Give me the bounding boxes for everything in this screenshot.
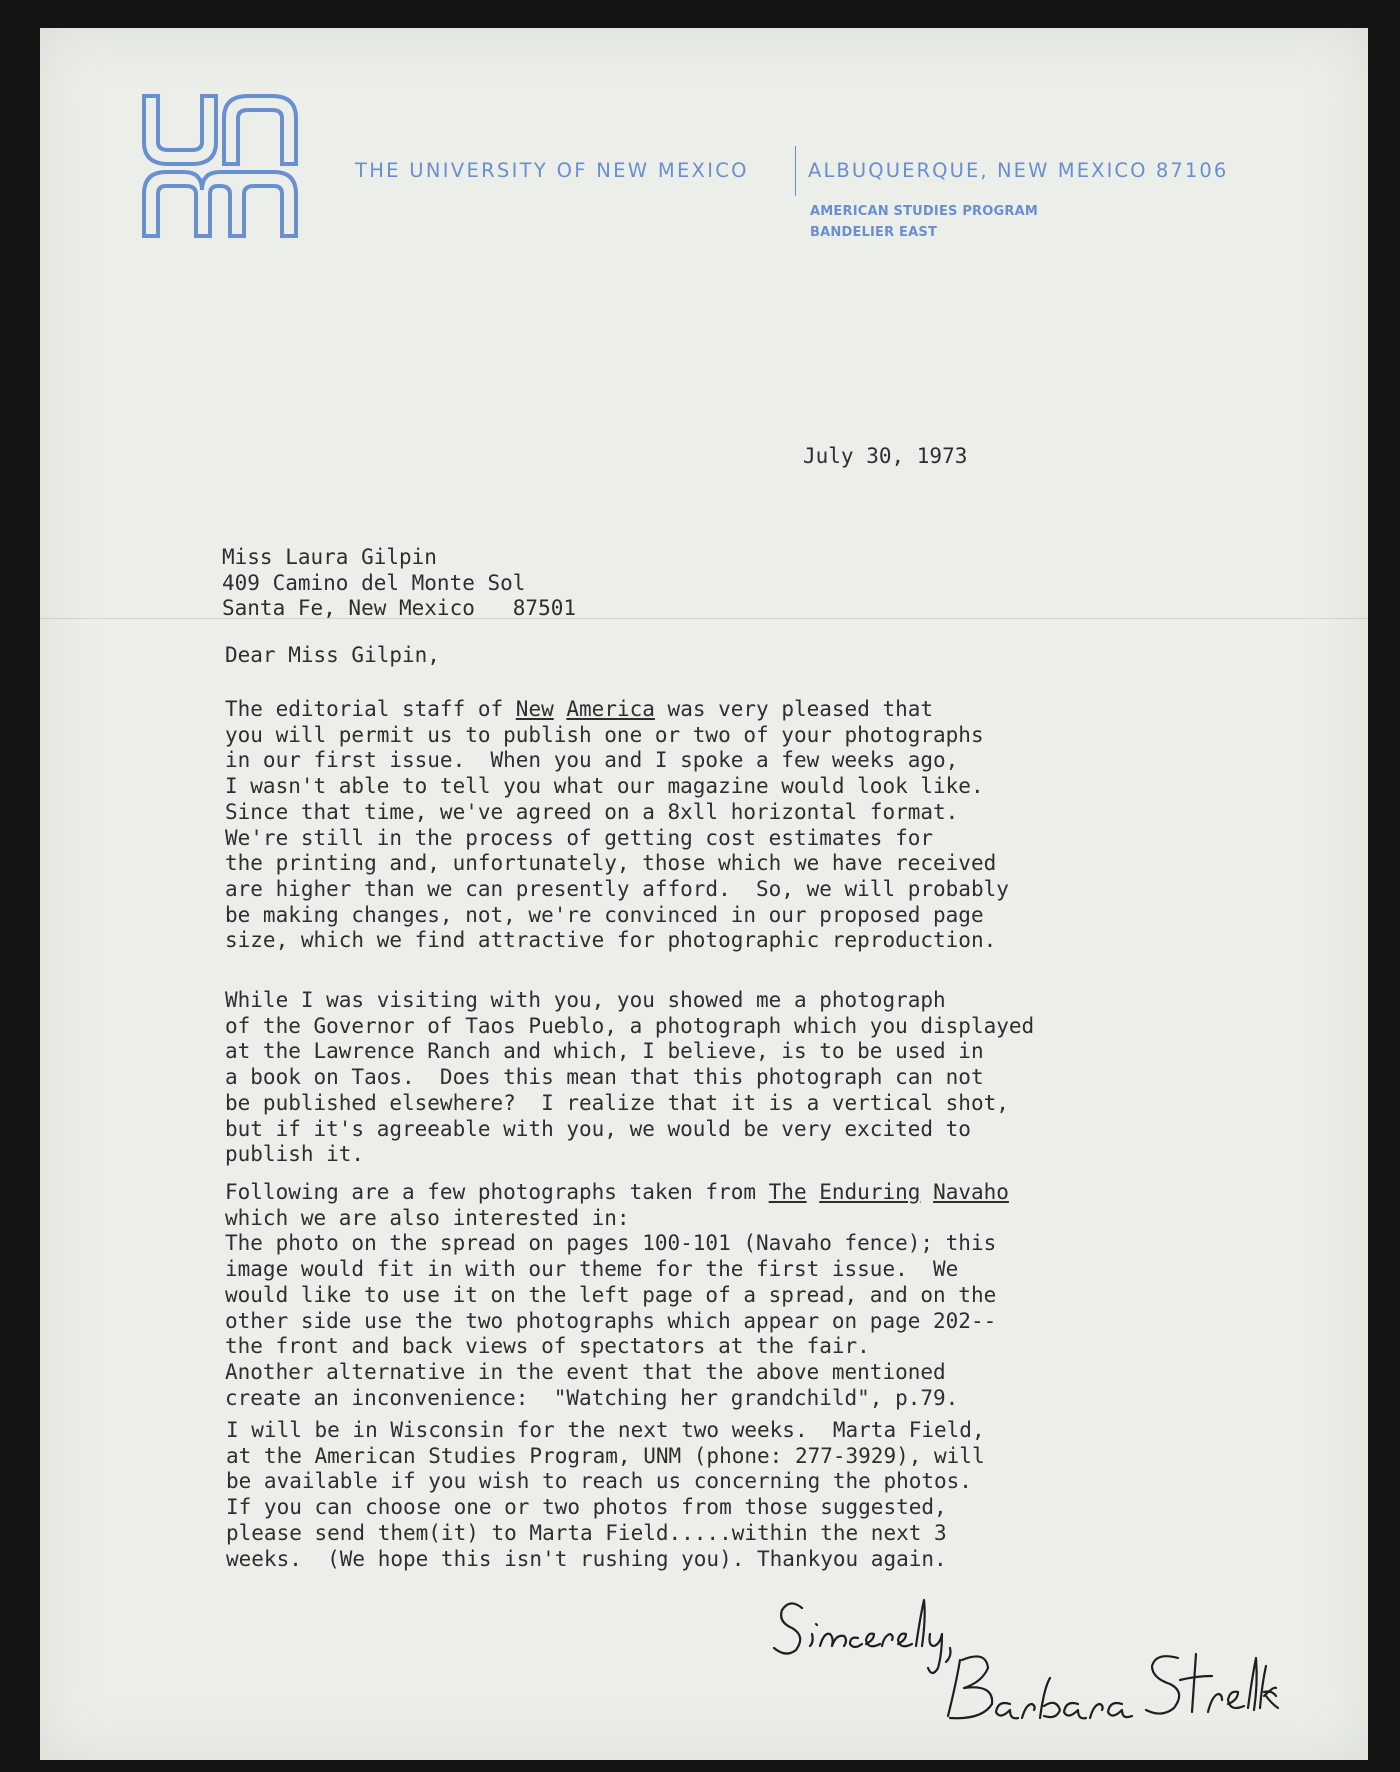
- magazine-title-word: America: [566, 697, 655, 721]
- recipient-address: [222, 545, 576, 622]
- text-run: The editorial staff of: [225, 697, 516, 721]
- unm-logo: [140, 90, 300, 240]
- paragraph-line: be published elsewhere? I realize that it is a vertical shot,: [225, 1090, 1009, 1115]
- paragraph-line: [225, 1180, 1009, 1206]
- text-run: [554, 697, 567, 721]
- paragraph-line: I wasn't able to tell you what our magazine would look like.: [225, 774, 984, 799]
- letterhead-building: BANDELIER EAST: [810, 225, 938, 240]
- paragraph-line: the front and back views of spectators at the fair.: [225, 1334, 870, 1359]
- paragraph-line: would like to use it on the left page of a spread, and on the: [225, 1282, 997, 1307]
- paragraph-line: We're still in the process of getting cost estimates for: [225, 825, 934, 850]
- paragraph-line: The photo on the spread on pages 100-101 (Navaho fence); this: [225, 1231, 997, 1256]
- paragraph-line: the printing and, unfortunately, those which we have received: [225, 851, 997, 876]
- book-title-word: The: [768, 1180, 807, 1204]
- recipient-street: 409 Camino del Monte Sol: [222, 570, 526, 595]
- paragraph-line: are higher than we can presently afford. So, we will probably: [225, 876, 1009, 901]
- paragraph-3: [225, 1180, 1009, 1411]
- magazine-title-word: New: [515, 697, 554, 721]
- text-run: [920, 1180, 933, 1204]
- handwritten-signature: [760, 1588, 1280, 1738]
- salutation: Dear Miss Gilpin,: [225, 643, 440, 667]
- letterhead-program: AMERICAN STUDIES PROGRAM: [810, 204, 1038, 219]
- paragraph-line: which we are also interested in:: [225, 1205, 630, 1230]
- paragraph-line: image would fit in with our theme for the first issue. We: [225, 1257, 959, 1282]
- book-title-word: Enduring: [819, 1180, 921, 1204]
- letterhead-city: ALBUQUERQUE, NEW MEXICO 87106: [808, 159, 1229, 182]
- paragraph-line: [225, 697, 1009, 723]
- text-run: Following are a few photographs taken from: [225, 1180, 769, 1204]
- paragraph-line: but if it's agreeable with you, we would be very excited to: [225, 1116, 971, 1141]
- paragraph-line: other side use the two photographs which appear on page 202--: [225, 1308, 997, 1333]
- paragraph-line: If you can choose one or two photos from those suggested,: [226, 1495, 947, 1520]
- paragraph-line: I will be in Wisconsin for the next two weeks. Marta Field,: [226, 1418, 985, 1442]
- paragraph-line: at the American Studies Program, UNM (phone: 277-3929), will: [226, 1443, 985, 1468]
- letterhead-separator: [795, 146, 796, 196]
- paragraph-line: Since that time, we've agreed on a 8xll horizontal format.: [225, 799, 959, 824]
- paragraph-line: in our first issue. When you and I spoke a few weeks ago,: [225, 748, 959, 773]
- paragraph-line: please send them(it) to Marta Field.....within the next 3: [226, 1520, 947, 1545]
- paragraph-4: [226, 1418, 985, 1572]
- paragraph-line: a book on Taos. Does this mean that this photograph can not: [225, 1065, 984, 1090]
- paragraph-line: create an inconvenience: "Watching her grandchild", p.79.: [225, 1385, 959, 1410]
- paragraph-line: you will permit us to publish one or two of your photographs: [225, 722, 984, 747]
- recipient-name: Miss Laura Gilpin: [222, 545, 437, 569]
- letter-sheet: [40, 28, 1368, 1760]
- text-run: [807, 1180, 820, 1204]
- paragraph-1: [225, 697, 1009, 954]
- paragraph-line: be available if you wish to reach us concerning the photos.: [226, 1469, 972, 1494]
- paragraph-2: [225, 988, 1034, 1168]
- text-run: was very pleased that: [654, 697, 934, 721]
- book-title-word: Navaho: [933, 1180, 1009, 1204]
- paragraph-line: Another alternative in the event that the above mentioned: [225, 1359, 946, 1384]
- recipient-city: Santa Fe, New Mexico 87501: [222, 596, 577, 621]
- paragraph-line: weeks. (We hope this isn't rushing you). Thankyou again.: [226, 1546, 947, 1571]
- paragraph-line: at the Lawrence Ranch and which, I believe, is to be used in: [225, 1039, 984, 1064]
- letter-date: July 30, 1973: [803, 444, 968, 468]
- paragraph-line: size, which we find attractive for photographic reproduction.: [225, 928, 997, 953]
- paragraph-line: of the Governor of Taos Pueblo, a photograph which you displayed: [225, 1013, 1035, 1038]
- paragraph-line: be making changes, not, we're convinced in our proposed page: [225, 902, 984, 927]
- paragraph-line: publish it.: [225, 1142, 365, 1167]
- paragraph-line: While I was visiting with you, you showed me a photograph: [225, 988, 946, 1012]
- letterhead-institution: THE UNIVERSITY OF NEW MEXICO: [355, 159, 749, 182]
